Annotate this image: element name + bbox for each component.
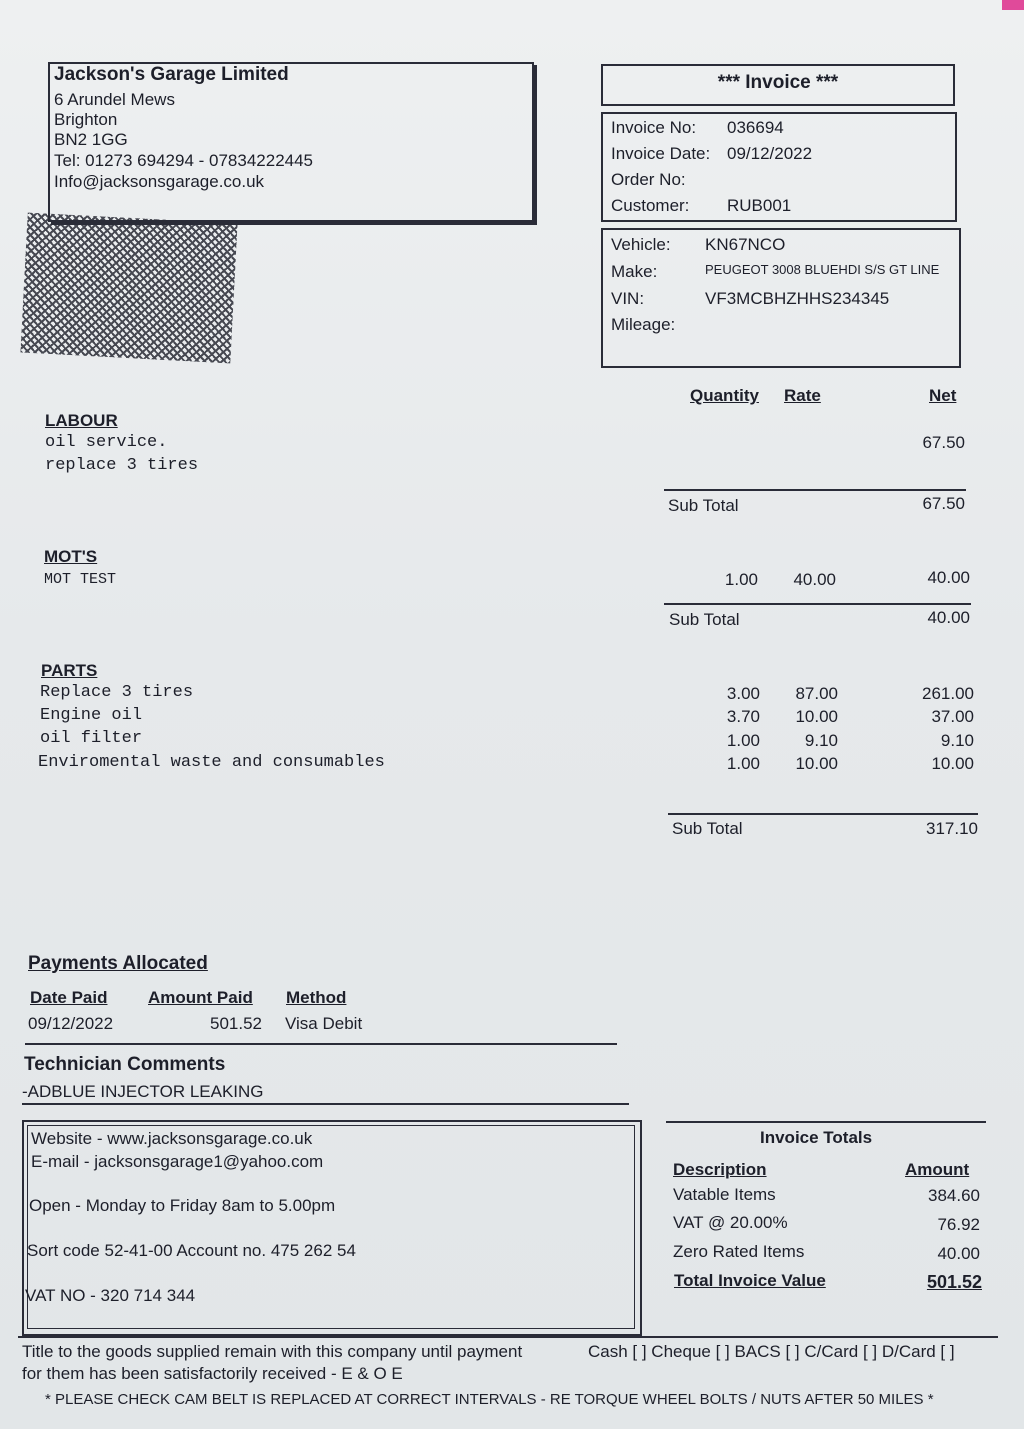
mot-item: MOT TEST <box>44 571 117 588</box>
part-item-rate: 87.00 <box>795 684 838 703</box>
part-item-net: 10.00 <box>931 754 974 773</box>
contact-website: Website - www.jacksonsgarage.co.uk <box>31 1129 313 1148</box>
labour-line-1: oil service. <box>45 433 168 452</box>
order-no-label: Order No: <box>611 170 686 189</box>
mot-rate: 40.00 <box>793 570 836 589</box>
mots-subtotal-rule <box>664 603 971 605</box>
part-item-qty: 3.00 <box>726 684 760 703</box>
part-item-rate: 9.10 <box>804 731 838 750</box>
parts-subtotal-label: Sub Total <box>672 819 743 838</box>
totals-description-header: Description <box>673 1160 767 1179</box>
vat-label: VAT @ 20.00% <box>673 1213 788 1232</box>
vehicle-label: Vehicle: <box>611 235 671 254</box>
mots-subtotal: 40.00 <box>927 608 970 627</box>
invoice-date-label: Invoice Date: <box>611 144 711 163</box>
contact-hours: Open - Monday to Friday 8am to 5.00pm <box>29 1196 336 1215</box>
company-address-1: 6 Arundel Mews <box>54 90 175 109</box>
part-item-qty: 3.70 <box>726 707 760 726</box>
mileage-label: Mileage: <box>611 315 676 334</box>
totals-heading: Invoice Totals <box>760 1128 873 1147</box>
payments-heading: Payments Allocated <box>28 953 208 974</box>
payment-amount: 501.52 <box>210 1014 262 1033</box>
method-header: Method <box>286 988 347 1007</box>
invoice-no-value: 036694 <box>727 118 784 137</box>
vin-label: VIN: <box>611 289 645 308</box>
zero-rated-value: 40.00 <box>937 1244 980 1263</box>
terms-line-2: for them has been satisfactorily received - E & O E <box>22 1364 403 1383</box>
part-item-desc: Replace 3 tires <box>40 683 194 702</box>
payments-rule <box>25 1043 617 1045</box>
part-item-rate: 10.00 <box>795 754 838 773</box>
payment-date: 09/12/2022 <box>28 1014 114 1033</box>
make-label: Make: <box>611 262 658 281</box>
contact-bank: Sort code 52-41-00 Account no. 475 262 54 <box>27 1241 356 1260</box>
part-item-net: 261.00 <box>922 684 974 703</box>
part-item-net: 9.10 <box>940 731 974 750</box>
total-invoice-label: Total Invoice Value <box>674 1271 826 1290</box>
net-column-header: Net <box>929 386 957 405</box>
labour-subtotal-label: Sub Total <box>668 496 739 515</box>
quantity-column-header: Quantity <box>690 386 759 405</box>
part-item-qty: 1.00 <box>726 731 760 750</box>
parts-heading: PARTS <box>41 661 98 680</box>
part-item-rate: 10.00 <box>795 707 838 726</box>
vatable-items-label: Vatable Items <box>673 1185 776 1204</box>
part-item-desc: Engine oil <box>40 706 143 725</box>
edge-mark <box>1002 0 1024 10</box>
cam-belt-notice: * PLEASE CHECK CAM BELT IS REPLACED AT CORRECT INTERVALS - RE TORQUE WHEEL BOLTS / NUTS AFTER 50 MILES * <box>45 1391 934 1408</box>
labour-heading: LABOUR <box>45 411 118 430</box>
rate-column-header: Rate <box>784 386 821 405</box>
customer-label: Customer: <box>611 196 690 215</box>
labour-subtotal-rule <box>664 489 966 491</box>
vatable-items-value: 384.60 <box>928 1186 980 1205</box>
technician-heading: Technician Comments <box>24 1054 226 1075</box>
company-name: Jackson's Garage Limited <box>54 64 289 85</box>
labour-subtotal: 67.50 <box>922 494 965 513</box>
make-value: PEUGEOT 3008 BLUEHDI S/S GT LINE <box>705 262 940 277</box>
payment-options: Cash [ ] Cheque [ ] BACS [ ] C/Card [ ] D/Card [ ] <box>588 1342 955 1361</box>
amount-paid-header: Amount Paid <box>148 988 253 1007</box>
company-email: Info@jacksonsgarage.co.uk <box>54 172 265 191</box>
labour-net: 67.50 <box>922 433 965 452</box>
mots-heading: MOT'S <box>44 547 98 566</box>
total-invoice-value: 501.52 <box>926 1272 982 1292</box>
part-item-desc: Enviromental waste and consumables <box>38 753 385 772</box>
labour-line-2: replace 3 tires <box>45 456 199 475</box>
part-item-qty: 1.00 <box>726 754 760 773</box>
invoice-title: *** Invoice *** <box>717 72 839 93</box>
parts-subtotal: 317.10 <box>926 819 978 838</box>
company-tel: Tel: 01273 694294 - 07834222445 <box>54 151 314 170</box>
parts-subtotal-rule <box>668 813 978 815</box>
redacted-stamp <box>20 213 237 364</box>
terms-rule <box>18 1336 998 1338</box>
customer-value: RUB001 <box>727 196 792 215</box>
contact-vat: VAT NO - 320 714 344 <box>25 1286 196 1305</box>
company-postcode: BN2 1GG <box>54 130 128 149</box>
terms-line-1: Title to the goods supplied remain with this company until payment <box>22 1342 523 1361</box>
payment-method: Visa Debit <box>285 1014 363 1033</box>
company-address-2: Brighton <box>54 110 118 129</box>
invoice-date-value: 09/12/2022 <box>727 144 813 163</box>
totals-amount-header: Amount <box>905 1160 970 1179</box>
mot-qty: 1.00 <box>724 570 758 589</box>
mot-net: 40.00 <box>927 568 970 587</box>
invoice-no-label: Invoice No: <box>611 118 697 137</box>
part-item-desc: oil filter <box>40 729 143 748</box>
zero-rated-label: Zero Rated Items <box>673 1242 805 1261</box>
contact-email: E-mail - jacksonsgarage1@yahoo.com <box>31 1152 324 1171</box>
part-item-net: 37.00 <box>931 707 974 726</box>
vehicle-value: KN67NCO <box>705 235 786 254</box>
date-paid-header: Date Paid <box>30 988 108 1007</box>
technician-comment: -ADBLUE INJECTOR LEAKING <box>22 1082 264 1101</box>
mots-subtotal-label: Sub Total <box>669 610 740 629</box>
vat-value: 76.92 <box>937 1215 980 1234</box>
vin-value: VF3MCBHZHHS234345 <box>705 289 890 308</box>
technician-rule <box>22 1103 629 1105</box>
totals-top-rule <box>666 1121 986 1123</box>
